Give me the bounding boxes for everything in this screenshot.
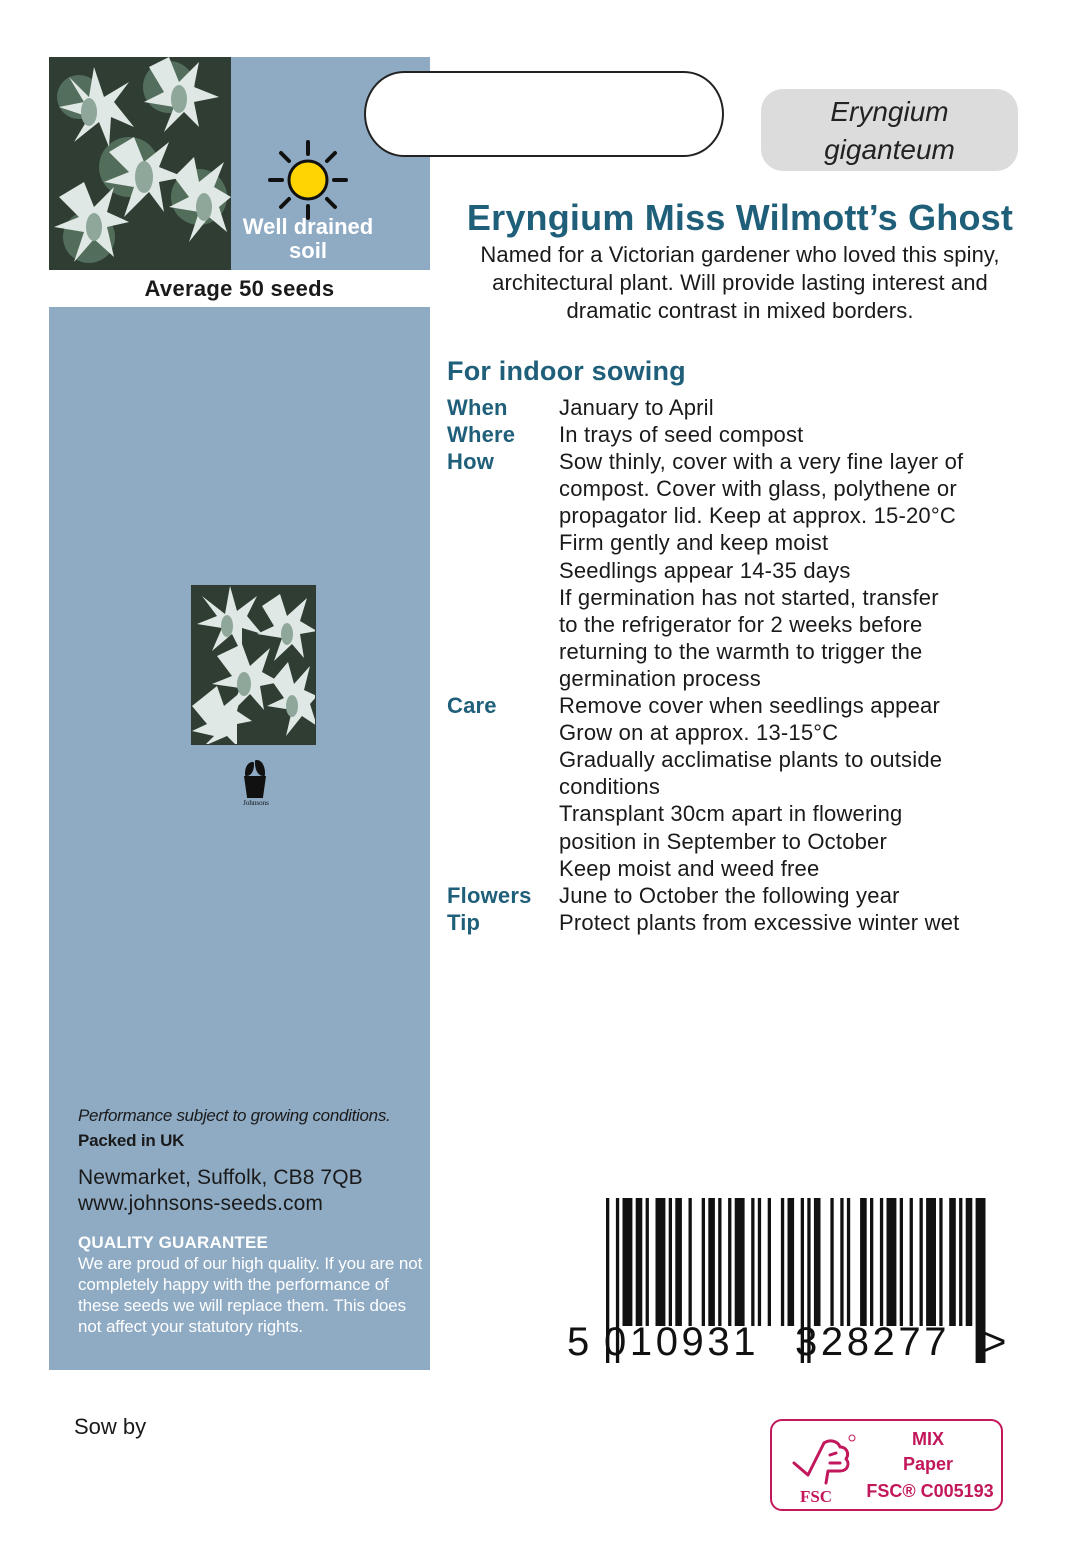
instruction-line: to the refrigerator for 2 weeks before bbox=[559, 611, 923, 637]
instruction-line: January to April bbox=[559, 395, 714, 420]
barcode-bar bbox=[900, 1198, 903, 1326]
instruction-row-when bbox=[447, 394, 1047, 421]
instruction-line: In trays of seed compost bbox=[559, 422, 804, 448]
sowing-instructions bbox=[447, 394, 1047, 936]
instruction-line: Seedlings appear 14-35 days bbox=[559, 557, 851, 583]
barcode-bar bbox=[758, 1198, 761, 1326]
instruction-line: conditions bbox=[559, 774, 661, 800]
instruction-label: Where bbox=[447, 422, 516, 448]
instruction-line: propagator lid. Keep at approx. 15-20°C bbox=[559, 503, 956, 529]
instruction-text bbox=[559, 692, 942, 882]
barcode-bar bbox=[870, 1198, 873, 1326]
instruction-line: Remove cover when seedlings appear bbox=[559, 693, 941, 719]
johnsons-logo-icon bbox=[238, 760, 274, 808]
instruction-line: compost. Cover with glass, polythene or bbox=[559, 476, 957, 502]
barcode-bar bbox=[880, 1198, 883, 1326]
instruction-line: germination process bbox=[559, 665, 761, 691]
instruction-line: Gradually acclimatise plants to outside bbox=[559, 747, 943, 773]
fsc-licence-code: FSC® C005193 bbox=[866, 1481, 994, 1501]
instruction-line: Sow thinly, cover with a very fine layer of bbox=[559, 449, 964, 475]
instruction-line: If germination has not started, transfer bbox=[559, 584, 939, 610]
instruction-text bbox=[559, 909, 959, 936]
fsc-logo-text: FSC bbox=[799, 1487, 833, 1505]
fsc-tree-icon bbox=[786, 1429, 858, 1505]
fsc-certification bbox=[770, 1419, 1003, 1511]
barcode-bar bbox=[675, 1198, 682, 1326]
barcode-bar bbox=[847, 1198, 850, 1326]
packet-footer-info bbox=[78, 1104, 423, 1337]
barcode-bar bbox=[840, 1198, 843, 1326]
barcode-bar bbox=[966, 1198, 973, 1326]
performance-note: Performance subject to growing conditions. bbox=[78, 1106, 391, 1125]
soil-requirement-label: Well drained soil bbox=[242, 214, 374, 263]
barcode-end-mark: > bbox=[983, 1320, 1007, 1364]
description-line: dramatic contrast in mixed borders. bbox=[566, 298, 914, 323]
barcode-bar bbox=[708, 1198, 715, 1326]
instruction-row-how bbox=[447, 448, 1047, 692]
hang-tab-cutout bbox=[364, 71, 724, 157]
instruction-label: Care bbox=[447, 693, 497, 719]
barcode-bar bbox=[689, 1198, 692, 1326]
barcode-bar bbox=[910, 1198, 913, 1326]
seed-count-band bbox=[49, 270, 430, 307]
seed-count: Average 50 seeds bbox=[144, 276, 335, 301]
barcode-bar bbox=[860, 1198, 867, 1326]
instruction-line: Keep moist and weed free bbox=[559, 855, 820, 881]
barcode-bar bbox=[920, 1198, 923, 1326]
barcode-lead-digit: 5 bbox=[567, 1320, 590, 1364]
barcode-bar bbox=[814, 1198, 821, 1326]
fsc-paper-label: Paper bbox=[902, 1454, 954, 1474]
instruction-line: Firm gently and keep moist bbox=[559, 530, 829, 556]
brand-mark: Johnsons bbox=[243, 799, 269, 807]
instruction-line: Grow on at approx. 13-15°C bbox=[559, 720, 839, 746]
instruction-line: Protect plants from excessive winter wet bbox=[559, 909, 960, 935]
barcode-bar bbox=[751, 1198, 754, 1326]
barcode-left-group: 010931 bbox=[604, 1320, 760, 1364]
barcode-bar bbox=[926, 1198, 936, 1326]
instruction-row-care bbox=[447, 692, 1047, 882]
instruction-row-flowers bbox=[447, 882, 1047, 909]
instruction-label: How bbox=[447, 449, 495, 475]
instruction-row-tip bbox=[447, 909, 1047, 936]
fsc-mix-label: MIX bbox=[911, 1429, 944, 1449]
barcode-bar bbox=[636, 1198, 643, 1326]
barcode-right-group: 328277 bbox=[795, 1320, 951, 1364]
instruction-line: June to October the following year bbox=[559, 882, 900, 908]
instruction-line: returning to the warmth to trigger the bbox=[559, 638, 923, 664]
barcode-bar bbox=[959, 1198, 962, 1326]
guarantee-title: QUALITY GUARANTEE bbox=[78, 1233, 269, 1252]
barcode-bar bbox=[788, 1198, 795, 1326]
barcode-bar bbox=[939, 1198, 942, 1326]
quality-guarantee bbox=[78, 1233, 423, 1337]
plant-photo-large bbox=[49, 57, 231, 270]
instruction-line: Transplant 30cm apart in flowering bbox=[559, 801, 903, 827]
barcode-bar bbox=[623, 1198, 633, 1326]
barcode-bar bbox=[768, 1198, 771, 1326]
barcode-bar bbox=[669, 1198, 672, 1326]
barcode-bar bbox=[702, 1198, 705, 1326]
barcode-bar bbox=[949, 1198, 956, 1326]
product-description bbox=[440, 241, 1040, 325]
sowing-section-heading: For indoor sowing bbox=[447, 356, 686, 386]
barcode-digits bbox=[567, 1317, 1017, 1367]
barcode-bar bbox=[887, 1198, 897, 1326]
description-line: Named for a Victorian gardener who loved this spiny, bbox=[480, 242, 1000, 267]
barcode-bar bbox=[646, 1198, 649, 1326]
barcode-bar bbox=[781, 1198, 784, 1326]
guarantee-text: We are proud of our high quality. If you are not completely happy with the performance of these seeds we will replace them. This does not affect your statutory rights. bbox=[78, 1254, 423, 1336]
instruction-label: Tip bbox=[447, 909, 481, 935]
product-title: Eryngium Miss Wilmott’s Ghost bbox=[466, 197, 1014, 238]
sow-by-label: Sow by bbox=[74, 1414, 147, 1439]
company-website[interactable]: www.johnsons-seeds.com bbox=[78, 1192, 323, 1215]
latin-name-badge bbox=[761, 89, 1018, 171]
instruction-text bbox=[559, 448, 963, 692]
instruction-text bbox=[559, 421, 803, 448]
plant-photo-small bbox=[191, 585, 316, 745]
latin-genus: Eryngium bbox=[830, 96, 949, 127]
barcode-bar bbox=[728, 1198, 731, 1326]
company-address: Newmarket, Suffolk, CB8 7QB bbox=[78, 1166, 363, 1189]
barcode-bar bbox=[656, 1198, 666, 1326]
instruction-line: position in September to October bbox=[559, 828, 888, 854]
latin-species: giganteum bbox=[824, 134, 955, 165]
barcode-bar bbox=[718, 1198, 721, 1326]
instruction-text bbox=[559, 882, 900, 909]
barcode-bar bbox=[830, 1198, 833, 1326]
latin-name bbox=[761, 89, 1018, 170]
instruction-label: Flowers bbox=[447, 882, 532, 908]
sun-icon bbox=[268, 140, 348, 220]
instruction-row-where bbox=[447, 421, 1047, 448]
barcode-bar bbox=[735, 1198, 745, 1326]
instruction-text bbox=[559, 394, 714, 421]
instruction-label: When bbox=[447, 395, 508, 420]
packed-in: Packed in UK bbox=[78, 1131, 185, 1150]
description-line: architectural plant. Will provide lasting interest and bbox=[492, 270, 988, 295]
